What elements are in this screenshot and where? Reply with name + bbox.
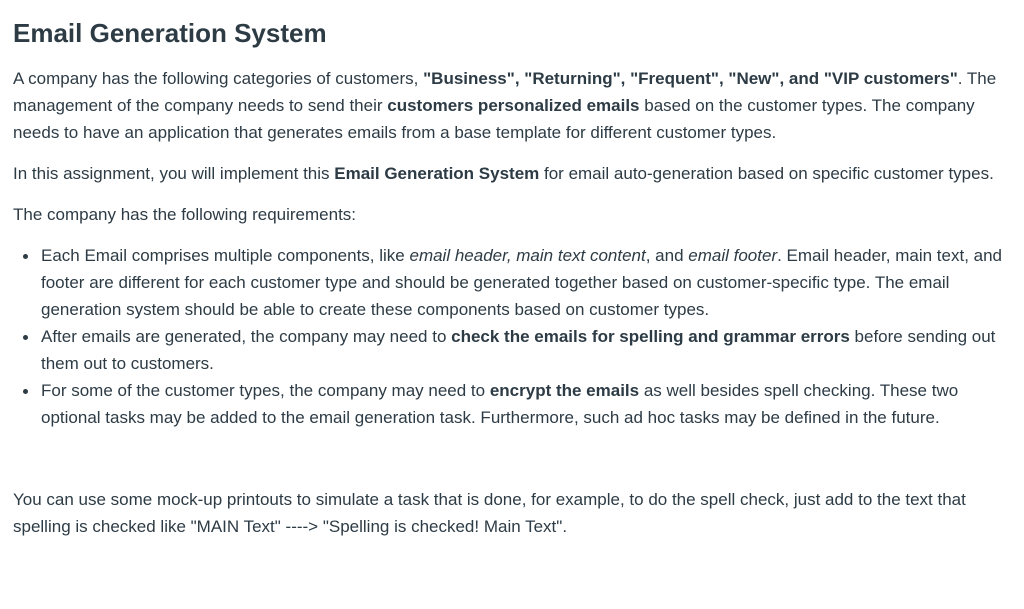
- page-title: Email Generation System: [13, 18, 327, 48]
- intro-text-2: . The management of the company needs to send their: [13, 69, 997, 115]
- intro-text-3: based on the customer types. The company needs to have an application that generates emails from a base template for different customer types.: [13, 96, 975, 142]
- list-item: [41, 242, 1012, 323]
- list-item-bold: encrypt the emails: [489, 381, 640, 400]
- intro-text-1: A company has the following categories of customers,: [13, 69, 424, 88]
- assignment-text-2: for email auto-generation based on specific customer types.: [539, 164, 994, 183]
- requirements-list: [13, 242, 1012, 431]
- list-item-text: Each Email comprises multiple components, like: [41, 246, 410, 265]
- list-item-text: , and: [645, 246, 689, 265]
- customer-categories: "Business", "Returning", "Frequent", "New", and "VIP customers": [423, 69, 958, 88]
- list-item-text: After emails are generated, the company may need to: [41, 327, 452, 346]
- list-item-text: For some of the customer types, the company may need to: [41, 381, 490, 400]
- list-item-text: as well besides spell checking. These two optional tasks may be added to the email generation task. Furthermore, such ad hoc tasks may be defined in the future.: [41, 381, 959, 427]
- list-item-italic: email footer: [688, 246, 778, 265]
- list-item-text: before sending out them out to customers.: [41, 327, 996, 373]
- list-item: [41, 323, 1012, 377]
- mockup-note: You can use some mock-up printouts to simulate a task that is done, for example, to do the spell check, just add to the text that spelling is checked like "MAIN Text" ----> "Spelling is checked! Main Text".: [13, 490, 966, 536]
- intro-paragraph: [13, 65, 1012, 146]
- assignment-paragraph: [13, 160, 1012, 187]
- list-item-italic: email header, main text content: [409, 246, 646, 265]
- system-name-emphasis: Email Generation System: [334, 164, 540, 183]
- list-item: [41, 377, 1012, 431]
- list-item-bold: check the emails for spelling and grammar errors: [451, 327, 850, 346]
- personalized-emails-emphasis: customers personalized emails: [387, 96, 640, 115]
- requirements-heading: The company has the following requirements:: [13, 205, 357, 224]
- assignment-text-1: In this assignment, you will implement this: [13, 164, 335, 183]
- list-item-text: . Email header, main text, and footer are different for each customer type and should be generated together based on customer-specific type. The email generation system should be able to create these components based on customer types.: [41, 246, 1003, 319]
